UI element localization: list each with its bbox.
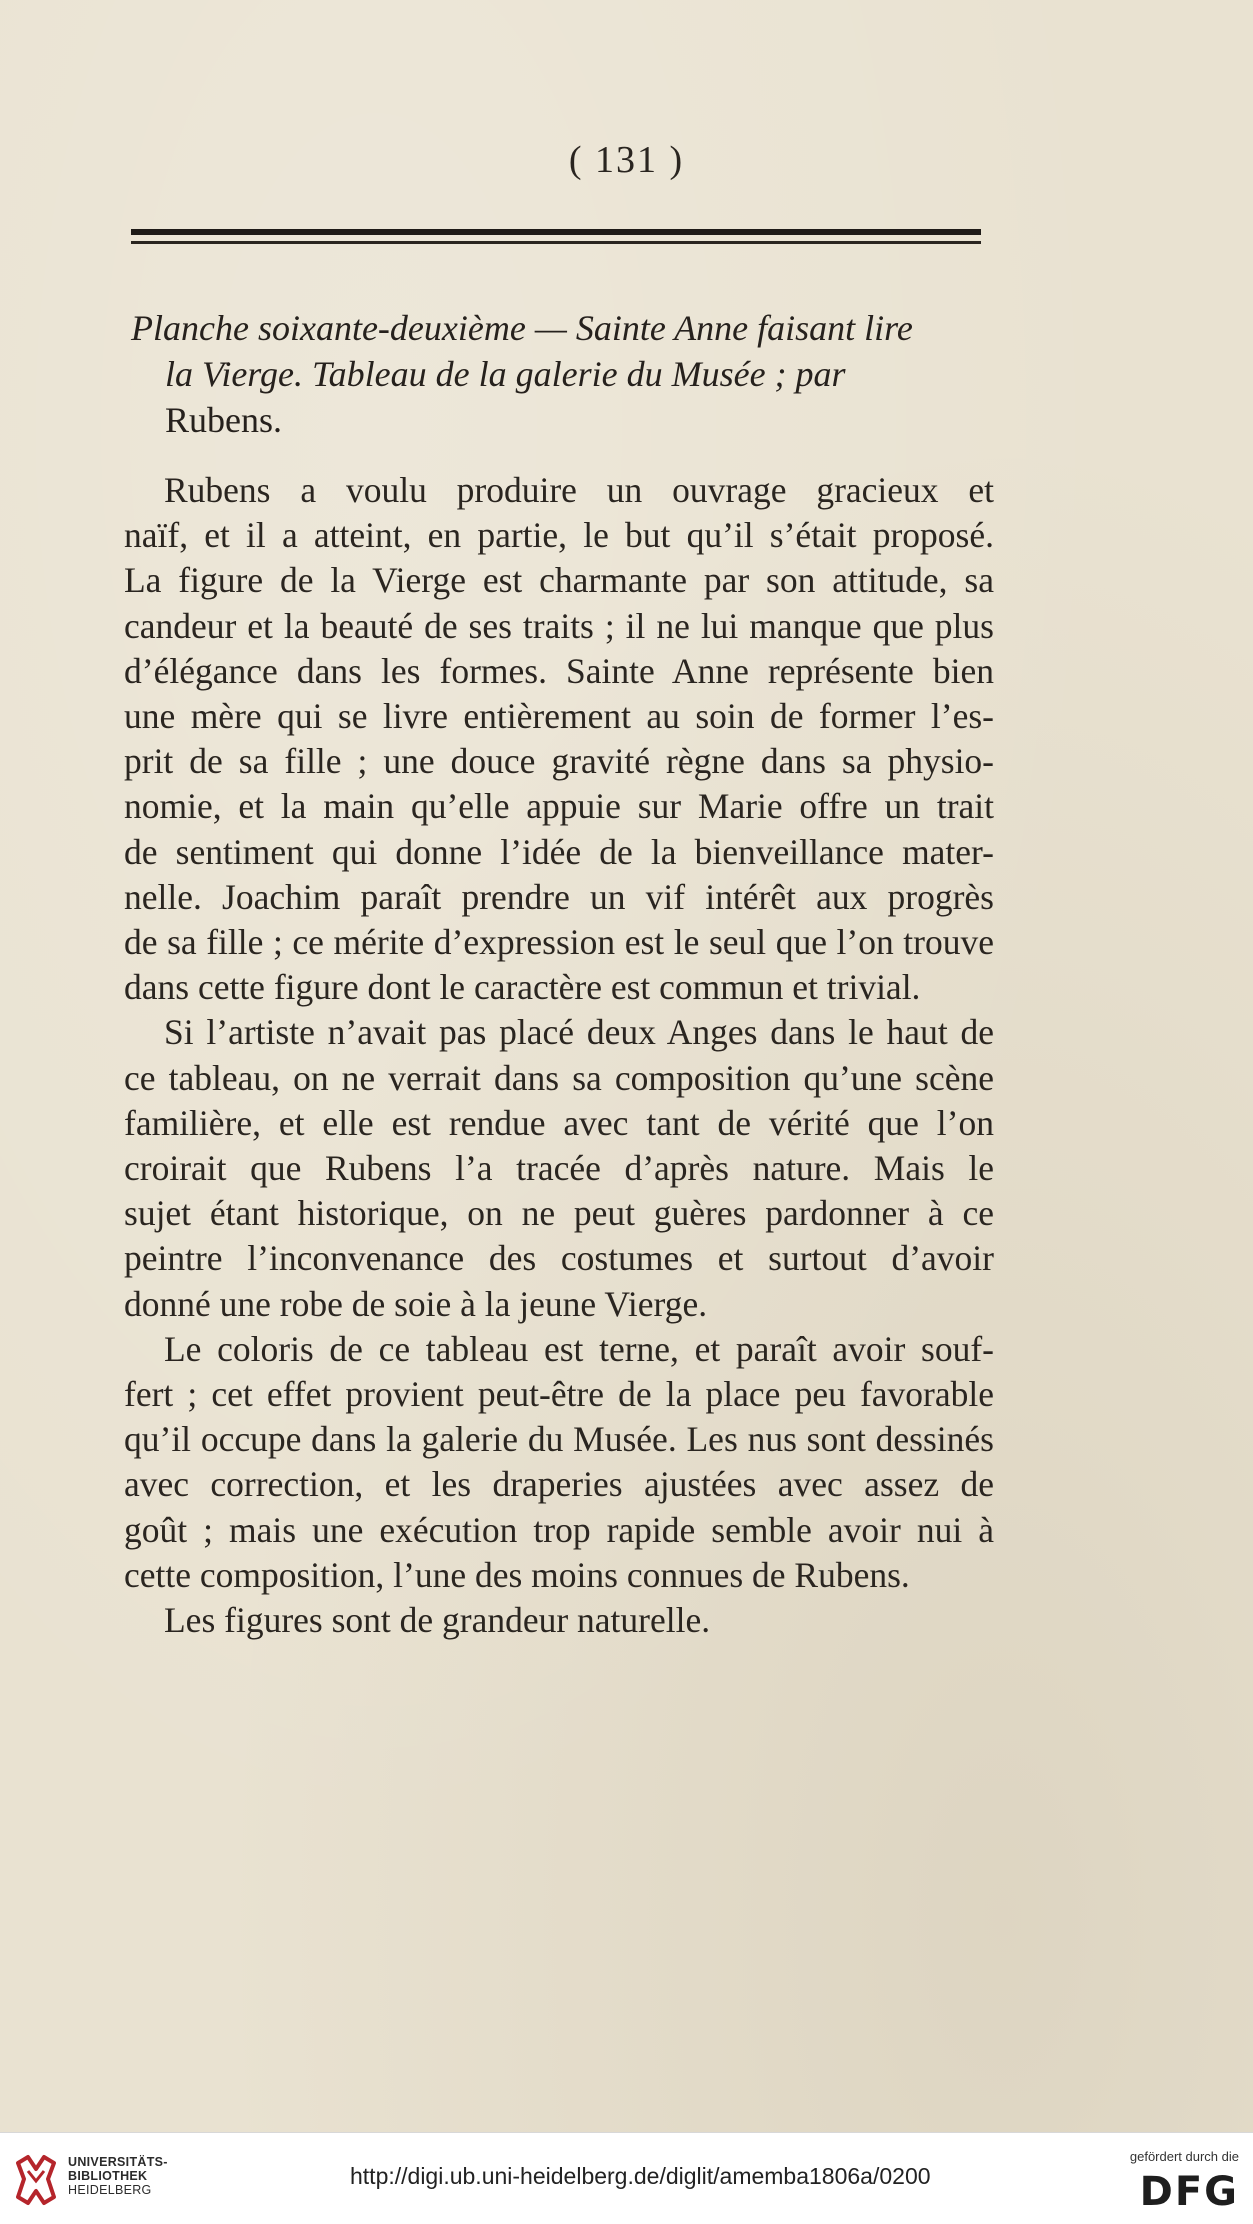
text-line: sujet étant historique, on ne peut guères pardonner à ce xyxy=(124,1193,994,1234)
text-line: nelle. Joachim paraît prendre un vif intérêt aux progrès xyxy=(124,876,994,917)
text-line: de sa fille ; ce mérite d’expression est le seul que l’on trouve xyxy=(124,922,994,963)
heading-line: Rubens. xyxy=(165,400,282,440)
text-line: fert ; cet effet provient peut-être de la place peu favorable xyxy=(124,1374,994,1415)
text-line: Rubens a voulu produire un ouvrage gracieux et xyxy=(164,470,994,510)
header-rule-thick xyxy=(131,229,981,235)
plate-heading xyxy=(131,305,991,443)
text-line: donné une robe de soie à la jeune Vierge. xyxy=(124,1283,708,1324)
page-number: ( 131 ) xyxy=(568,139,685,181)
text-line: d’élégance dans les formes. Sainte Anne représente bien xyxy=(124,650,994,691)
text-line: candeur et la beauté de ses traits ; il ne lui manque que plus xyxy=(124,605,994,646)
funder-caption: gefördert durch die xyxy=(1129,2149,1239,2164)
header-rule-thin xyxy=(131,241,981,244)
text-line: familière, et elle est rendue avec tant de vérité que l’on xyxy=(124,1102,994,1143)
library-name-line: BIBLIOTHEK xyxy=(68,2169,148,2183)
body-text xyxy=(124,468,994,1643)
text-line: qu’il occupe dans la galerie du Musée. Les nus sont dessinés xyxy=(124,1419,994,1460)
permalink-url[interactable]: http://digi.ub.uni-heidelberg.de/diglit/amemba1806a/0200 xyxy=(350,2163,931,2189)
library-name xyxy=(68,2155,168,2197)
text-line: naïf, et il a atteint, en partie, le but qu’il s’était proposé. xyxy=(124,515,994,556)
text-line: Le coloris de ce tableau est terne, et paraît avoir souf- xyxy=(164,1328,994,1369)
dfg-logo: DFG xyxy=(1139,2169,1239,2215)
university-library-logo-icon xyxy=(14,2153,58,2207)
text-line: Si l’artiste n’avait pas placé deux Anges dans le haut de xyxy=(164,1012,994,1053)
text-line: une mère qui se livre entièrement au soin de former l’es- xyxy=(124,696,994,737)
heading-line: Planche soixante-deuxième — Sainte Anne faisant lire xyxy=(131,308,913,348)
text-line: La figure de la Vierge est charmante par son attitude, sa xyxy=(124,560,994,601)
library-name-line: HEIDELBERG xyxy=(68,2183,152,2197)
text-line: dans cette figure dont le caractère est commun et trivial. xyxy=(124,967,921,1008)
text-line: nomie, et la main qu’elle appuie sur Marie offre un trait xyxy=(124,786,994,827)
text-line: peintre l’inconvenance des costumes et surtout d’avoir xyxy=(124,1238,994,1279)
text-line: croirait que Rubens l’a tracée d’après nature. Mais le xyxy=(124,1148,994,1189)
text-line: de sentiment qui donne l’idée de la bienveillance mater- xyxy=(124,831,994,872)
text-line: prit de sa fille ; une douce gravité règne dans sa physio- xyxy=(124,741,994,782)
library-name-line: UNIVERSITÄTS- xyxy=(68,2155,168,2169)
text-line: avec correction, et les draperies ajustées avec assez de xyxy=(124,1464,994,1505)
text-line: goût ; mais une exécution trop rapide semble avoir nui à xyxy=(124,1509,994,1550)
text-line: Les figures sont de grandeur naturelle. xyxy=(164,1600,711,1641)
text-line: cette composition, l’une des moins connues de Rubens. xyxy=(124,1554,910,1595)
viewer-footer xyxy=(0,2132,1253,2224)
heading-line: la Vierge. Tableau de la galerie du Musée ; par xyxy=(165,354,846,394)
text-line: ce tableau, on ne verrait dans sa composition qu’une scène xyxy=(124,1057,994,1098)
